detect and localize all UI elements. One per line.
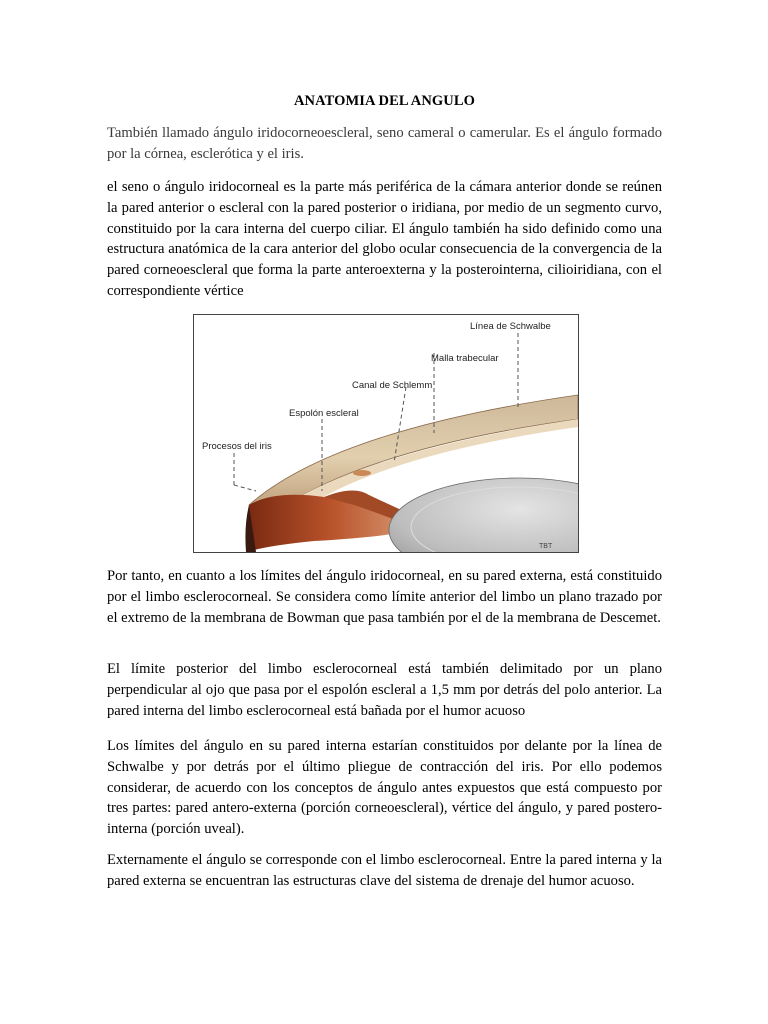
label-malla-trabecular: Malla trabecular	[431, 353, 499, 364]
ciliary-body	[249, 495, 414, 552]
paragraph-posterior-limit: El límite posterior del limbo esclerocorneal está también delimitado por un plano perpendicular al ojo que pasa por el espolón escleral a 1,5 mm por detrás del polo anterior. La pared interna del limbo esclerocorneal está bañada por el humor acuoso	[107, 661, 662, 719]
paragraph-internal-limits: Los límites del ángulo en su pared interna estarían constituidos por delante por la línea de Schwalbe y por detrás por el último pliegue de contracción del iris. Por ello podemos considerar, de acuerdo con los conceptos de ángulo antes expuestos que está compuesto por tres partes: pared antero-externa (porción corneoescleral), vértice del ángulo, y pared postero-interna (porción uveal).	[107, 738, 662, 838]
label-canal-schlemm: Canal de Schlemm	[352, 380, 433, 391]
paragraph-definition: el seno o ángulo iridocorneal es la parte más periférica de la cámara anterior donde se reúnen la pared anterior o escleral con la pared posterior o iridiana, por medio de un segmento curvo, constituido por la cara interna del cuerpo ciliar. El ángulo también ha sido definido como una estructura anatómica de la cara anterior del globo ocular consecuencia de la convergencia de la pared corneoescleral que forma la parte anteroexterna y la posterointerna, cilioiridiana, con el correspondiente vértice	[107, 179, 662, 299]
schlemm-canal	[353, 470, 371, 476]
paragraph-external-limits: Por tanto, en cuanto a los límites del ángulo iridocorneal, en su pared externa, está constituido por el limbo esclerocorneal. Se considera como límite anterior del limbo un plano trazado por el extremo de la membrana de Bowman que pasa también por el de la membrana de Descemet.	[107, 568, 662, 626]
paragraph-intro: También llamado ángulo iridocorneoescleral, seno cameral o camerular. Es el ángulo formado por la córnea, esclerótica y el iris.	[107, 125, 662, 162]
label-espolon-escleral: Espolón escleral	[289, 408, 359, 419]
label-procesos-iris: Procesos del iris	[202, 441, 272, 452]
angle-anatomy-figure	[193, 314, 579, 553]
artist-signature: TBT	[539, 543, 553, 550]
paragraph-drainage: Externamente el ángulo se corresponde con el limbo esclerocorneal. Entre la pared interna y la pared externa se encuentran las estructuras clave del sistema de drenaje del humor acuoso.	[107, 852, 662, 889]
angle-anatomy-illustration	[194, 315, 578, 552]
leader-procesos-end	[234, 485, 256, 491]
page-title: ANATOMIA DEL ANGULO	[293, 93, 476, 109]
label-schwalbe: Línea de Schwalbe	[470, 321, 551, 332]
